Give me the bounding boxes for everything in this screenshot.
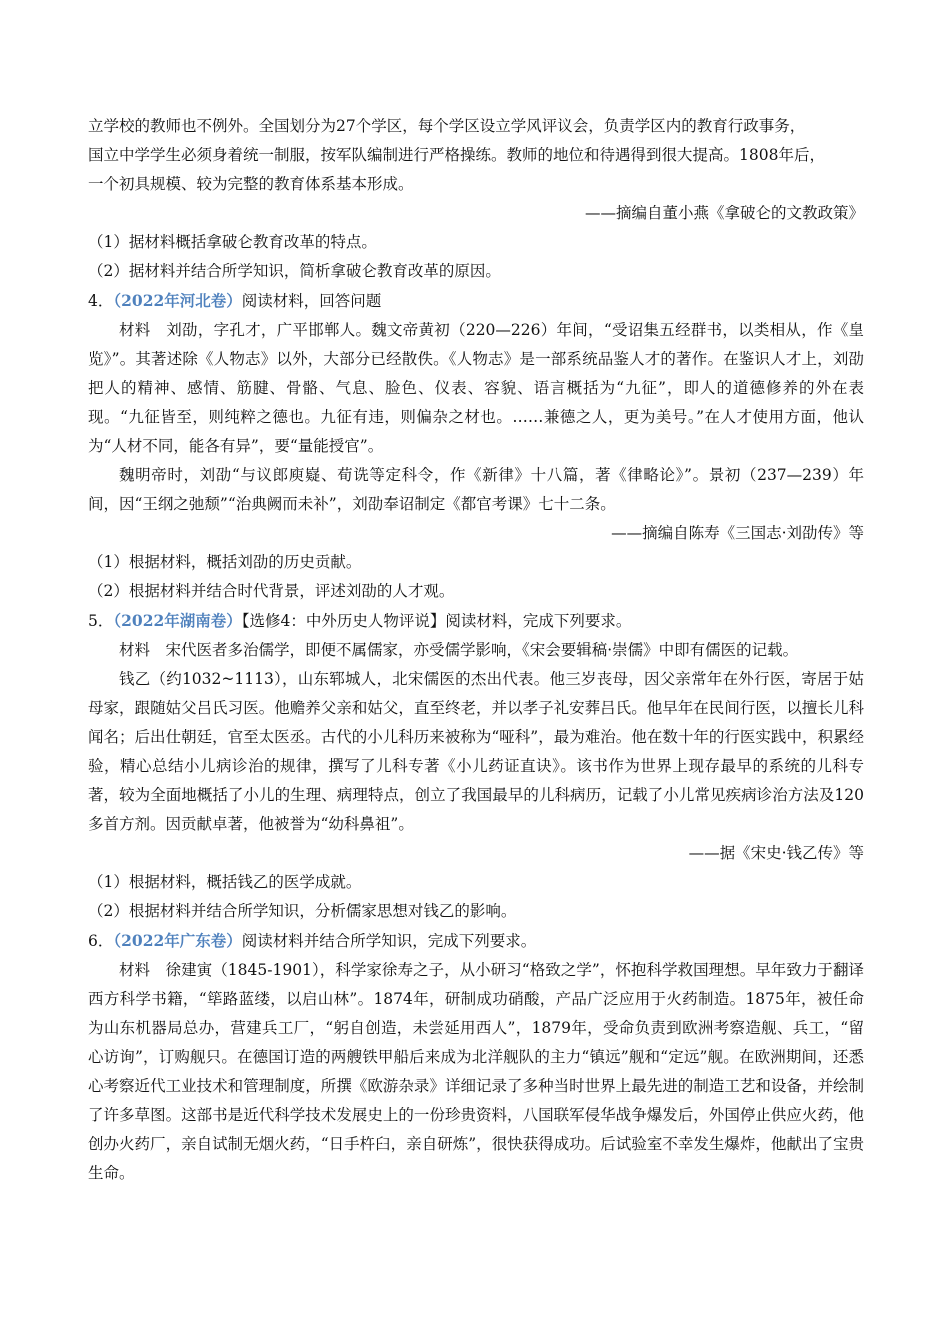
question-header [88,926,864,956]
material-paragraph: 材料 宋代医者多治儒学，即便不属儒家，亦受儒学影响，《宋会要辑稿·崇儒》中即有儒医的记载。 [119,641,799,659]
material-paragraph: 魏明帝时，刘劭“与议郎庾嶷、荀诜等定科令，作《新律》十八篇，著《律略论》”。景初（237—239）年间，因“王纲之弛颓”“治典阙而未补”，刘劭奉诏制定《都官考课》七十二条。 [88,466,864,513]
question-header [88,606,864,636]
sub-question: （1）据材料概括拿破仑教育改革的特点。 [88,233,377,251]
question-number: 4． [88,292,114,310]
question-5 [88,606,864,926]
question-number: 5． [88,612,114,630]
source-citation: ——摘编自董小燕《拿破仑的文教政策》 [584,204,864,222]
question-number: 6． [88,932,114,950]
question-prompt: 阅读材料，回答问题 [241,292,382,310]
sub-question: （1）根据材料，概括钱乙的医学成就。 [88,873,362,891]
exam-tag: （2022年广东卷） [113,931,242,950]
text-line: 一个初具规模、较为完整的教育体系基本形成。 [88,175,414,193]
source-citation: ——据《宋史·钱乙传》等 [688,844,864,862]
source-citation: ——摘编自陈寿《三国志·刘劭传》等 [611,524,864,542]
question-6 [88,926,864,1188]
question-4 [88,286,864,606]
question-prompt: 阅读材料并结合所学知识，完成下列要求。 [241,932,537,950]
document-page [88,112,864,1188]
sub-question: （2）根据材料并结合时代背景，评述刘劭的人才观。 [88,582,455,600]
question-header [88,286,864,316]
material-paragraph: 材料 徐建寅（1845-1901），科学家徐寿之子，从小研习“格致之学”，怀抱科学救国理想。早年致力于翻译西方科学书籍，“筚路蓝缕，以启山林”。1874年，研制成功硝酸，产品广泛应用于火药制造。1875年，被任命为山东机器局总办，营建兵工厂，“躬自创造，未尝延用西人”，1879年，受命负责到欧洲考察造舰、兵工，“留心访询”，订购舰只。在德国订造的两艘铁甲船后来成为北洋舰队的主力“镇远”舰和“定远”舰。在欧洲期间，还悉心考察近代工业技术和管理制度，所撰《欧游杂录》详细记录了多种当时世界上最先进的制造工艺和设备，并绘制了许多草图。这部书是近代科学技术发展史上的一份珍贵资料，八国联军侵华战争爆发后，外国停止供应火药，他创办火药厂，亲自试制无烟火药，“日手杵臼，亲自研炼”，很快获得成功。后试验室不幸发生爆炸，他献出了宝贵生命。 [88,961,864,1182]
exam-tag: （2022年湖南卷） [113,611,242,630]
exam-tag: （2022年河北卷） [113,291,242,310]
continuation-text [88,112,864,286]
sub-question: （2）根据材料并结合所学知识，分析儒家思想对钱乙的影响。 [88,902,517,920]
sub-question: （1）根据材料，概括刘劭的历史贡献。 [88,553,362,571]
text-line: 国立中学学生必须身着统一制服，按军队编制进行严格操练。教师的地位和待遇得到很大提高。1808年后， [88,146,825,164]
sub-question: （2）据材料并结合所学知识，简析拿破仑教育改革的原因。 [88,262,501,280]
material-paragraph: 钱乙（约1032~1113），山东郓城人，北宋儒医的杰出代表。他三岁丧母，因父亲常年在外行医，寄居于姑母家，跟随姑父吕氏习医。他赡养父亲和姑父，直至终老，并以孝子礼安葬吕氏。他早年在民间行医，以擅长儿科闻名；后出仕朝廷，官至太医丞。古代的小儿科历来被称为“哑科”，最为难治。他在数十年的行医实践中，积累经验，精心总结小儿病诊治的规律，撰写了儿科专著《小儿药证直诀》。该书作为世界上现存最早的系统的儿科专著，较为全面地概括了小儿的生理、病理特点，创立了我国最早的儿科病历，记载了小儿常见疾病诊治方法及120多首方剂。因贡献卓著，他被誉为“幼科鼻祖”。 [88,670,864,833]
question-prompt: 【选修4：中外历史人物评说】阅读材料，完成下列要求。 [241,612,632,630]
text-line: 立学校的教师也不例外。全国划分为27个学区，每个学区设立学风评议会，负责学区内的教育行政事务， [88,117,806,135]
material-paragraph: 材料 刘劭，字孔才，广平邯郸人。魏文帝黄初（220—226）年间，“受诏集五经群书，以类相从，作《皇览》”。其著述除《人物志》以外，大部分已经散佚。《人物志》是一部系统品鉴人才的著作。在鉴识人才上，刘劭把人的精神、感情、筋腱、骨骼、气息、脸色、仪表、容貌、语言概括为“九征”，即人的道德修养的外在表现。“九征皆至，则纯粹之德也。九征有违，则偏杂之材也。……兼德之人，更为美号。”在人才使用方面，他认为“人材不同，能各有异”，要“量能授官”。 [88,321,864,455]
